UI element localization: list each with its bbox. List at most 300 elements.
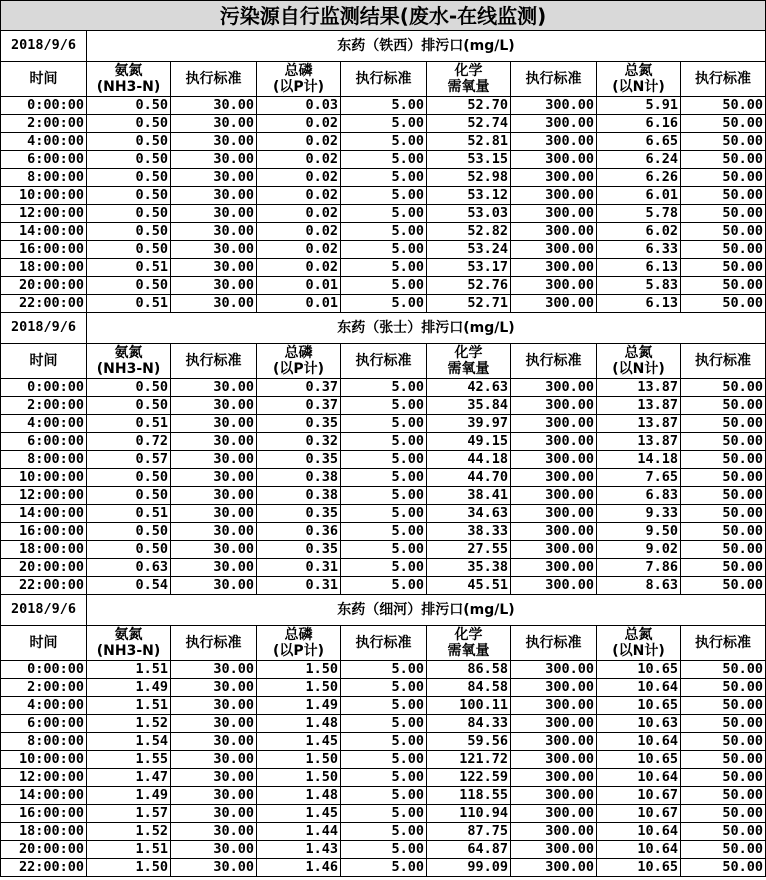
table-cell: 0.50 (87, 97, 171, 115)
table-cell: 64.87 (427, 841, 511, 859)
table-row (1, 733, 766, 751)
section-outlet-name: 东药（细河）排污口(mg/L) (87, 595, 766, 626)
table-row (1, 487, 766, 505)
column-header (257, 626, 341, 661)
table-cell: 30.00 (171, 559, 257, 577)
table-cell: 30.00 (171, 751, 257, 769)
table-cell: 5.00 (341, 379, 427, 397)
table-cell: 0.50 (87, 523, 171, 541)
table-row (1, 697, 766, 715)
table-row (1, 859, 766, 877)
table-cell: 0.50 (87, 151, 171, 169)
table-cell: 30.00 (171, 841, 257, 859)
table-cell: 5.00 (341, 697, 427, 715)
table-cell: 14:00:00 (1, 787, 87, 805)
table-cell: 0.50 (87, 277, 171, 295)
table-cell: 5.00 (341, 397, 427, 415)
table-cell: 5.00 (341, 787, 427, 805)
table-cell: 8:00:00 (1, 169, 87, 187)
table-cell: 2:00:00 (1, 679, 87, 697)
table-cell: 0.51 (87, 505, 171, 523)
table-cell: 1.51 (87, 661, 171, 679)
column-header (427, 62, 511, 97)
column-header-line1: 执行标准 (695, 353, 751, 369)
column-header (597, 62, 681, 97)
table-cell: 30.00 (171, 397, 257, 415)
table-cell: 30.00 (171, 661, 257, 679)
table-cell: 10:00:00 (1, 469, 87, 487)
column-header-line1: 总磷 (284, 627, 313, 643)
table-cell: 10.65 (597, 751, 681, 769)
column-header (1, 344, 87, 379)
table-cell: 300.00 (511, 223, 597, 241)
table-cell: 1.50 (257, 769, 341, 787)
table-cell: 30.00 (171, 295, 257, 313)
table-cell: 50.00 (681, 277, 766, 295)
table-cell: 5.00 (341, 505, 427, 523)
title-row (1, 1, 766, 31)
column-header-line1: 氨氮 (114, 627, 143, 643)
table-cell: 6.24 (597, 151, 681, 169)
table-cell: 42.63 (427, 379, 511, 397)
table-cell: 1.43 (257, 841, 341, 859)
table-cell: 52.76 (427, 277, 511, 295)
table-cell: 6.01 (597, 187, 681, 205)
table-cell: 0.50 (87, 133, 171, 151)
table-row (1, 841, 766, 859)
column-header (681, 62, 766, 97)
column-header-row (1, 626, 766, 661)
monitoring-table-body (1, 1, 766, 877)
table-row (1, 241, 766, 259)
table-cell: 30.00 (171, 769, 257, 787)
table-cell: 50.00 (681, 523, 766, 541)
section-date: 2018/9/6 (1, 595, 87, 626)
table-cell: 20:00:00 (1, 841, 87, 859)
table-cell: 84.58 (427, 679, 511, 697)
table-cell: 1.50 (87, 859, 171, 877)
table-cell: 5.00 (341, 679, 427, 697)
table-cell: 300.00 (511, 133, 597, 151)
table-cell: 50.00 (681, 505, 766, 523)
table-cell: 50.00 (681, 415, 766, 433)
table-cell: 50.00 (681, 223, 766, 241)
table-cell: 49.15 (427, 433, 511, 451)
table-row (1, 661, 766, 679)
table-cell: 5.91 (597, 97, 681, 115)
table-cell: 1.46 (257, 859, 341, 877)
table-cell: 0.50 (87, 241, 171, 259)
table-cell: 30.00 (171, 679, 257, 697)
table-cell: 0.03 (257, 97, 341, 115)
table-cell: 0.51 (87, 295, 171, 313)
table-row (1, 751, 766, 769)
table-cell: 0.50 (87, 541, 171, 559)
table-cell: 122.59 (427, 769, 511, 787)
table-cell: 5.00 (341, 151, 427, 169)
table-row (1, 187, 766, 205)
column-header (597, 344, 681, 379)
table-cell: 30.00 (171, 541, 257, 559)
table-cell: 39.97 (427, 415, 511, 433)
table-cell: 50.00 (681, 151, 766, 169)
table-cell: 50.00 (681, 661, 766, 679)
table-row (1, 805, 766, 823)
table-cell: 300.00 (511, 661, 597, 679)
table-cell: 14:00:00 (1, 505, 87, 523)
table-cell: 0.02 (257, 115, 341, 133)
table-cell: 30.00 (171, 115, 257, 133)
table-cell: 2:00:00 (1, 115, 87, 133)
column-header-line2: 需氧量 (447, 643, 490, 659)
table-cell: 0.50 (87, 205, 171, 223)
table-cell: 1.50 (257, 751, 341, 769)
table-cell: 34.63 (427, 505, 511, 523)
table-cell: 0.02 (257, 169, 341, 187)
table-cell: 300.00 (511, 397, 597, 415)
table-cell: 0:00:00 (1, 379, 87, 397)
table-cell: 300.00 (511, 451, 597, 469)
table-cell: 6.65 (597, 133, 681, 151)
table-cell: 5.00 (341, 577, 427, 595)
table-cell: 0:00:00 (1, 97, 87, 115)
table-cell: 50.00 (681, 397, 766, 415)
table-row (1, 415, 766, 433)
table-row (1, 205, 766, 223)
table-cell: 9.50 (597, 523, 681, 541)
table-cell: 12:00:00 (1, 205, 87, 223)
table-cell: 30.00 (171, 715, 257, 733)
table-row (1, 151, 766, 169)
table-cell: 6:00:00 (1, 715, 87, 733)
column-header-line1: 执行标准 (695, 71, 751, 87)
table-cell: 30.00 (171, 205, 257, 223)
column-header (341, 344, 427, 379)
table-cell: 0.35 (257, 451, 341, 469)
table-cell: 2:00:00 (1, 397, 87, 415)
table-cell: 53.15 (427, 151, 511, 169)
table-cell: 5.00 (341, 523, 427, 541)
table-cell: 5.00 (341, 277, 427, 295)
table-cell: 44.70 (427, 469, 511, 487)
table-cell: 50.00 (681, 823, 766, 841)
table-cell: 10.64 (597, 733, 681, 751)
table-cell: 0.38 (257, 487, 341, 505)
table-cell: 300.00 (511, 151, 597, 169)
table-row (1, 451, 766, 469)
table-cell: 30.00 (171, 133, 257, 151)
table-cell: 5.00 (341, 559, 427, 577)
table-cell: 59.56 (427, 733, 511, 751)
column-header-line1: 总氮 (624, 627, 653, 643)
column-header-line2: (以P计) (272, 79, 325, 95)
table-cell: 0.51 (87, 259, 171, 277)
table-cell: 52.71 (427, 295, 511, 313)
table-cell: 10.65 (597, 661, 681, 679)
column-header (341, 62, 427, 97)
column-header (171, 344, 257, 379)
table-cell: 10.64 (597, 679, 681, 697)
table-cell: 0.02 (257, 133, 341, 151)
table-cell: 300.00 (511, 295, 597, 313)
table-cell: 4:00:00 (1, 133, 87, 151)
table-cell: 50.00 (681, 295, 766, 313)
table-cell: 300.00 (511, 259, 597, 277)
table-row (1, 469, 766, 487)
column-header-line1: 化学 (454, 63, 483, 79)
column-header-line1: 执行标准 (355, 635, 412, 651)
table-cell: 4:00:00 (1, 697, 87, 715)
table-cell: 1.51 (87, 841, 171, 859)
table-cell: 5.00 (341, 751, 427, 769)
table-cell: 30.00 (171, 151, 257, 169)
table-cell: 300.00 (511, 841, 597, 859)
table-cell: 6:00:00 (1, 433, 87, 451)
table-cell: 13.87 (597, 433, 681, 451)
table-cell: 9.33 (597, 505, 681, 523)
table-cell: 50.00 (681, 187, 766, 205)
table-row (1, 523, 766, 541)
table-cell: 5.00 (341, 295, 427, 313)
column-header (511, 626, 597, 661)
table-cell: 30.00 (171, 379, 257, 397)
table-cell: 0.01 (257, 295, 341, 313)
column-header (681, 626, 766, 661)
table-cell: 300.00 (511, 115, 597, 133)
table-cell: 50.00 (681, 379, 766, 397)
table-cell: 0.35 (257, 505, 341, 523)
table-cell: 0.31 (257, 577, 341, 595)
table-cell: 5.00 (341, 541, 427, 559)
table-cell: 0.02 (257, 259, 341, 277)
table-cell: 45.51 (427, 577, 511, 595)
table-cell: 50.00 (681, 859, 766, 877)
table-cell: 5.00 (341, 769, 427, 787)
table-cell: 30.00 (171, 277, 257, 295)
table-cell: 8:00:00 (1, 733, 87, 751)
table-cell: 10.64 (597, 823, 681, 841)
table-cell: 50.00 (681, 733, 766, 751)
table-cell: 300.00 (511, 805, 597, 823)
table-cell: 300.00 (511, 679, 597, 697)
table-cell: 27.55 (427, 541, 511, 559)
table-cell: 0.02 (257, 151, 341, 169)
column-header-line1: 执行标准 (185, 71, 242, 87)
table-cell: 50.00 (681, 769, 766, 787)
table-cell: 50.00 (681, 697, 766, 715)
table-cell: 30.00 (171, 223, 257, 241)
table-cell: 5.00 (341, 115, 427, 133)
column-header-line1: 氨氮 (114, 345, 143, 361)
column-header-line2: (以N计) (612, 643, 665, 659)
table-cell: 300.00 (511, 787, 597, 805)
table-cell: 52.81 (427, 133, 511, 151)
table-cell: 5.00 (341, 169, 427, 187)
table-cell: 1.52 (87, 823, 171, 841)
table-cell: 1.52 (87, 715, 171, 733)
table-cell: 30.00 (171, 487, 257, 505)
table-cell: 6:00:00 (1, 151, 87, 169)
table-cell: 1.55 (87, 751, 171, 769)
table-row (1, 115, 766, 133)
table-cell: 50.00 (681, 133, 766, 151)
table-cell: 1.47 (87, 769, 171, 787)
table-cell: 5.00 (341, 487, 427, 505)
table-cell: 9.02 (597, 541, 681, 559)
table-cell: 30.00 (171, 733, 257, 751)
table-cell: 5.00 (341, 733, 427, 751)
column-header-line1: 执行标准 (355, 71, 412, 87)
report-title: 污染源自行监测结果(废水-在线监测) (1, 1, 766, 31)
table-row (1, 823, 766, 841)
table-cell: 10.65 (597, 859, 681, 877)
column-header-line1: 总氮 (624, 63, 653, 79)
table-cell: 4:00:00 (1, 415, 87, 433)
table-cell: 53.12 (427, 187, 511, 205)
table-cell: 0.01 (257, 277, 341, 295)
table-cell: 50.00 (681, 577, 766, 595)
table-cell: 300.00 (511, 505, 597, 523)
table-cell: 0.37 (257, 397, 341, 415)
table-cell: 1.50 (257, 679, 341, 697)
table-cell: 86.58 (427, 661, 511, 679)
table-cell: 300.00 (511, 541, 597, 559)
table-cell: 1.45 (257, 733, 341, 751)
table-cell: 50.00 (681, 751, 766, 769)
table-cell: 30.00 (171, 859, 257, 877)
column-header-line1: 执行标准 (525, 353, 582, 369)
table-cell: 110.94 (427, 805, 511, 823)
table-cell: 50.00 (681, 679, 766, 697)
table-cell: 0.50 (87, 169, 171, 187)
table-cell: 121.72 (427, 751, 511, 769)
column-header-line2: (NH3-N) (96, 643, 161, 659)
column-header-row (1, 62, 766, 97)
table-cell: 6.83 (597, 487, 681, 505)
table-cell: 10:00:00 (1, 187, 87, 205)
column-header (511, 344, 597, 379)
table-cell: 30.00 (171, 505, 257, 523)
column-header-line1: 执行标准 (695, 635, 751, 651)
table-cell: 87.75 (427, 823, 511, 841)
table-cell: 300.00 (511, 433, 597, 451)
column-header (257, 62, 341, 97)
table-cell: 5.00 (341, 241, 427, 259)
table-cell: 22:00:00 (1, 577, 87, 595)
table-cell: 5.00 (341, 205, 427, 223)
column-header-line2: (以N计) (612, 361, 665, 377)
table-cell: 12:00:00 (1, 487, 87, 505)
table-cell: 99.09 (427, 859, 511, 877)
table-cell: 1.54 (87, 733, 171, 751)
table-row (1, 769, 766, 787)
table-cell: 50.00 (681, 433, 766, 451)
table-row (1, 259, 766, 277)
table-cell: 5.00 (341, 223, 427, 241)
table-cell: 1.45 (257, 805, 341, 823)
table-cell: 50.00 (681, 205, 766, 223)
column-header-line1: 总氮 (624, 345, 653, 361)
table-cell: 300.00 (511, 97, 597, 115)
table-cell: 10.64 (597, 841, 681, 859)
table-cell: 5.00 (341, 661, 427, 679)
column-header-row (1, 344, 766, 379)
table-row (1, 133, 766, 151)
table-cell: 20:00:00 (1, 277, 87, 295)
table-cell: 0:00:00 (1, 661, 87, 679)
table-cell: 0.38 (257, 469, 341, 487)
table-cell: 8.63 (597, 577, 681, 595)
table-cell: 1.50 (257, 661, 341, 679)
table-cell: 53.24 (427, 241, 511, 259)
table-cell: 5.00 (341, 415, 427, 433)
table-cell: 6.26 (597, 169, 681, 187)
table-cell: 300.00 (511, 559, 597, 577)
table-cell: 50.00 (681, 841, 766, 859)
column-header-line1: 化学 (454, 345, 483, 361)
table-cell: 35.38 (427, 559, 511, 577)
table-row (1, 505, 766, 523)
table-cell: 0.50 (87, 487, 171, 505)
table-cell: 13.87 (597, 397, 681, 415)
table-cell: 30.00 (171, 433, 257, 451)
table-cell: 30.00 (171, 169, 257, 187)
table-cell: 300.00 (511, 577, 597, 595)
table-cell: 30.00 (171, 451, 257, 469)
table-cell: 1.48 (257, 715, 341, 733)
table-cell: 8:00:00 (1, 451, 87, 469)
table-cell: 50.00 (681, 451, 766, 469)
column-header-line2: (NH3-N) (96, 79, 161, 95)
column-header-line1: 时间 (29, 635, 58, 651)
table-cell: 5.00 (341, 823, 427, 841)
table-cell: 1.57 (87, 805, 171, 823)
table-cell: 16:00:00 (1, 805, 87, 823)
table-cell: 7.86 (597, 559, 681, 577)
table-cell: 6.33 (597, 241, 681, 259)
column-header-line2: (以P计) (272, 361, 325, 377)
table-cell: 14:00:00 (1, 223, 87, 241)
table-cell: 53.03 (427, 205, 511, 223)
table-cell: 52.98 (427, 169, 511, 187)
table-cell: 0.57 (87, 451, 171, 469)
table-cell: 7.65 (597, 469, 681, 487)
table-cell: 22:00:00 (1, 295, 87, 313)
table-cell: 0.35 (257, 541, 341, 559)
column-header-line2: 需氧量 (447, 79, 490, 95)
table-cell: 52.74 (427, 115, 511, 133)
table-cell: 0.36 (257, 523, 341, 541)
table-cell: 6.13 (597, 259, 681, 277)
column-header (341, 626, 427, 661)
table-cell: 5.00 (341, 97, 427, 115)
table-cell: 38.33 (427, 523, 511, 541)
column-header-line1: 总磷 (284, 345, 313, 361)
column-header-line2: 需氧量 (447, 361, 490, 377)
table-cell: 50.00 (681, 169, 766, 187)
table-cell: 5.00 (341, 133, 427, 151)
table-cell: 5.00 (341, 451, 427, 469)
table-cell: 0.63 (87, 559, 171, 577)
column-header-line1: 执行标准 (525, 635, 582, 651)
table-cell: 1.51 (87, 697, 171, 715)
section-outlet-name: 东药（张士）排污口(mg/L) (87, 313, 766, 344)
table-row (1, 397, 766, 415)
table-cell: 6.16 (597, 115, 681, 133)
column-header (171, 626, 257, 661)
column-header (87, 626, 171, 661)
table-row (1, 541, 766, 559)
